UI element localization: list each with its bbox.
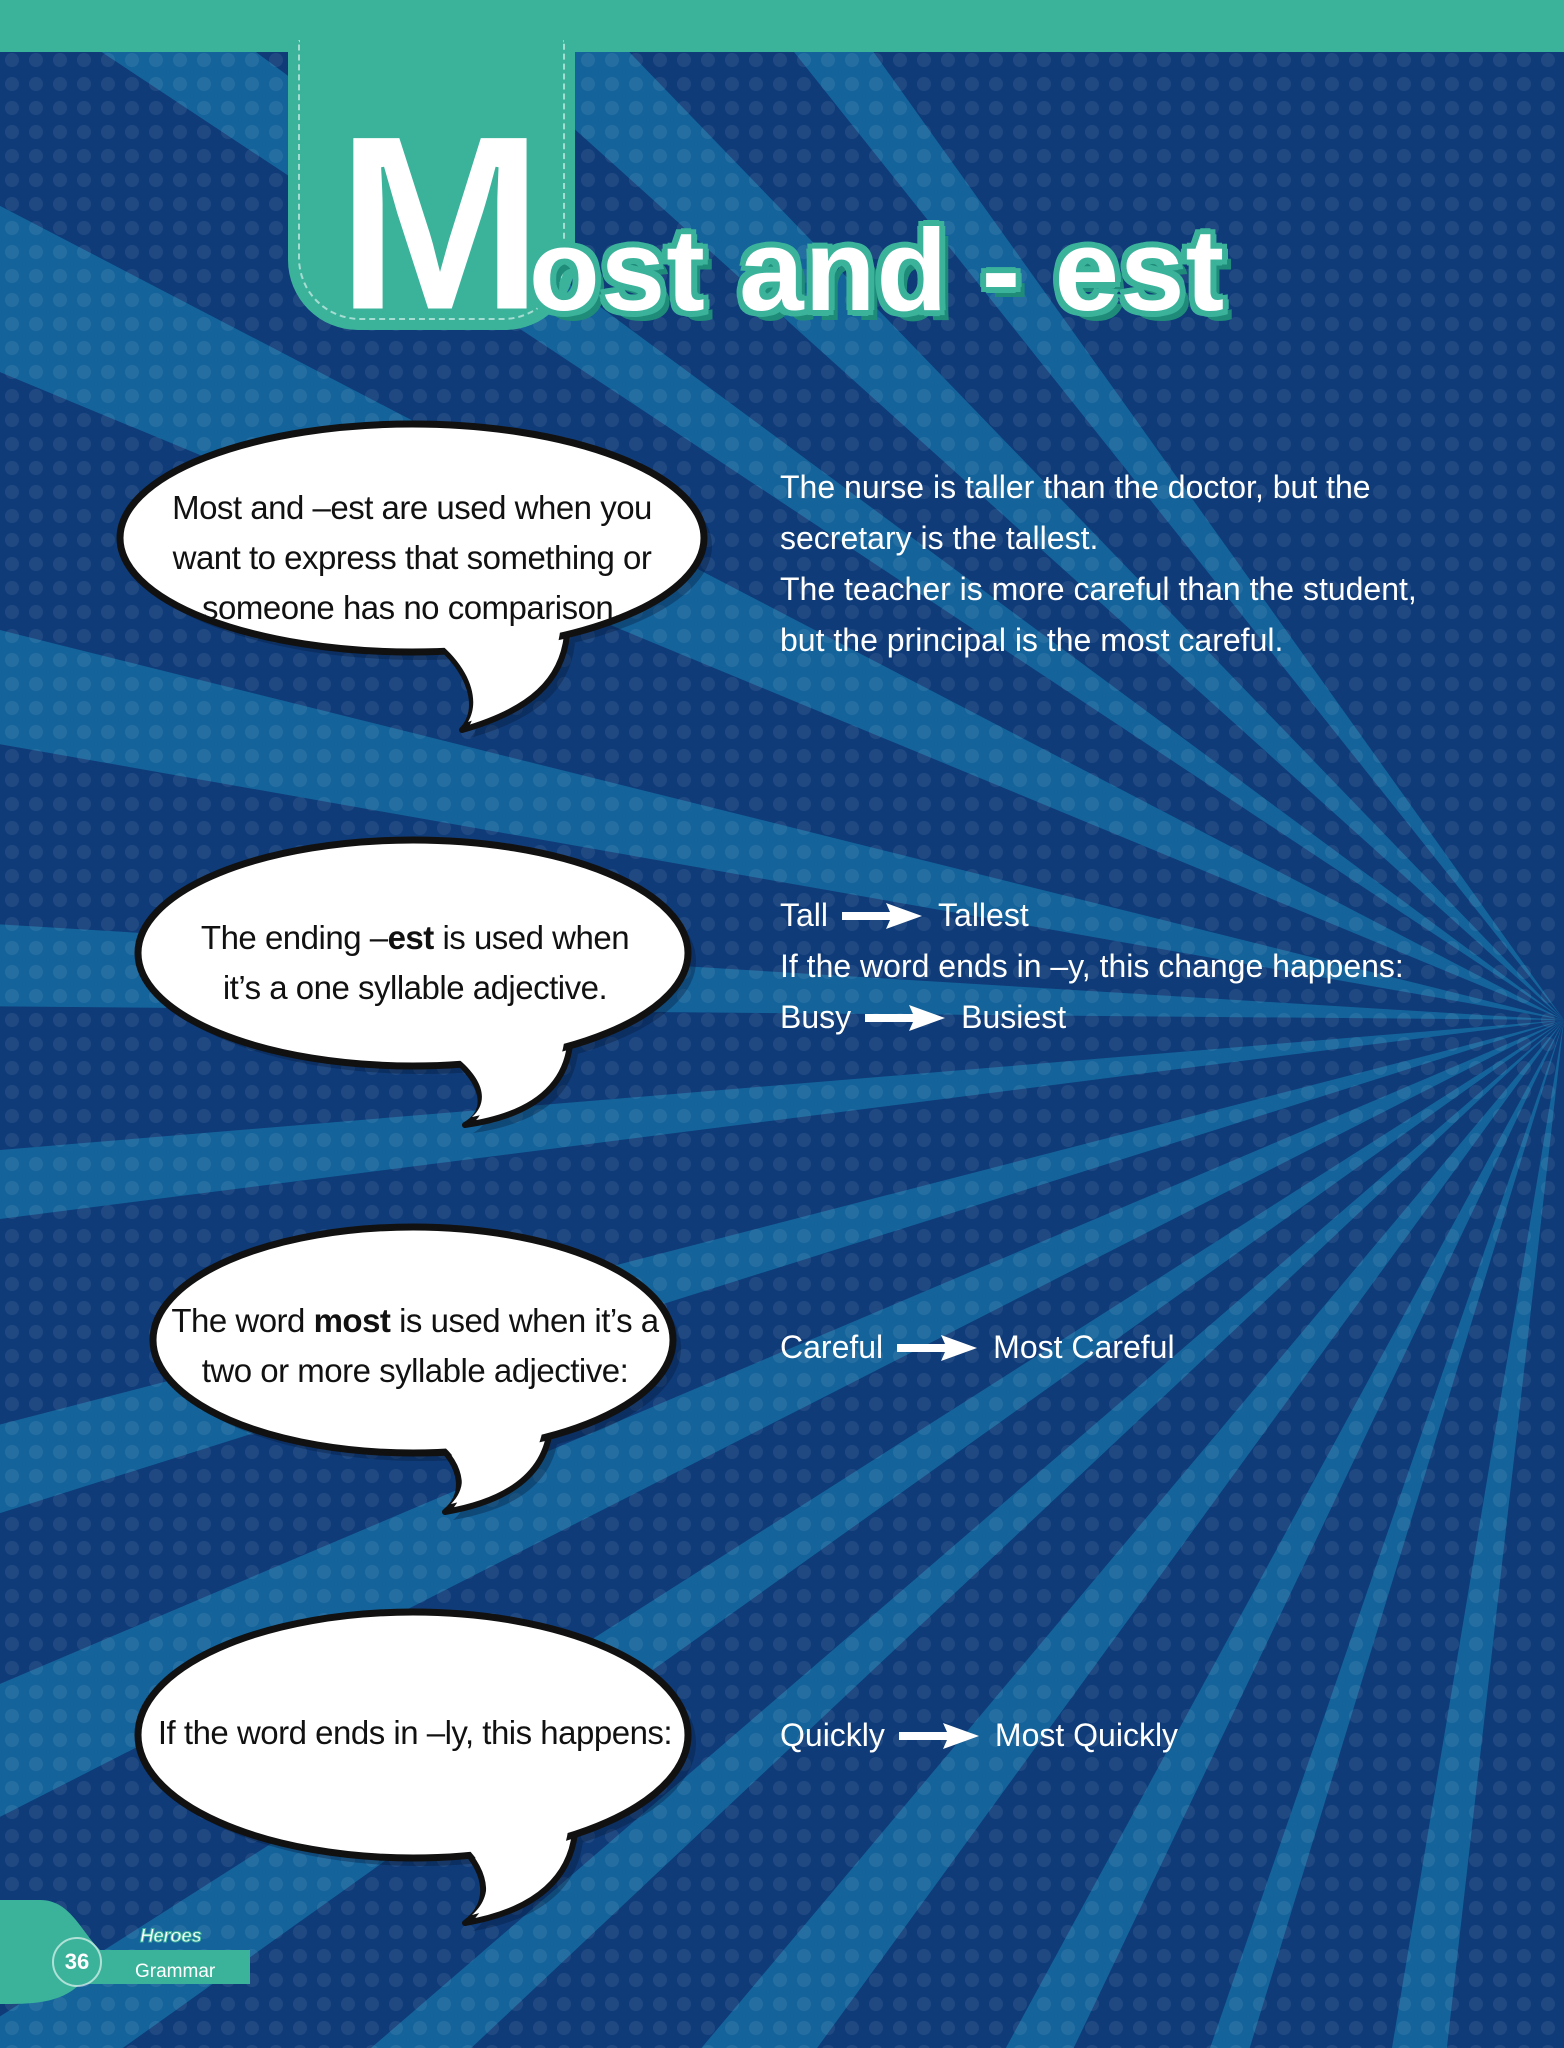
page-number: 36 xyxy=(64,1949,90,1974)
example-from: Tall xyxy=(780,897,829,933)
bubble-1-line-1: Most and –est are used when you xyxy=(172,489,652,526)
speech-bubble-3 xyxy=(145,1220,685,1520)
bubble-2-line-2: it’s a one syllable adjective. xyxy=(222,969,608,1006)
right-arrow-icon xyxy=(865,1005,945,1031)
right-arrow-icon xyxy=(897,1335,977,1361)
speech-bubble-2 xyxy=(130,835,700,1135)
example-to: Tallest xyxy=(938,897,1029,933)
bubble-3-text-before: The word xyxy=(171,1302,314,1339)
example-transform-row xyxy=(780,1710,1178,1761)
bubble-2-text-before: The ending – xyxy=(200,919,388,956)
rule-1-examples xyxy=(780,462,1417,666)
right-arrow-icon xyxy=(899,1723,979,1749)
top-accent-bar xyxy=(0,0,1564,52)
bubble-1-line-3: someone has no comparison. xyxy=(202,589,622,626)
speech-bubble-shape xyxy=(130,1605,700,1935)
example-from: Careful xyxy=(780,1329,884,1365)
example-line: If the word ends in –y, this change happens: xyxy=(780,948,1404,984)
page-number-tab xyxy=(0,1900,250,2004)
example-transform-row xyxy=(780,1322,1175,1373)
example-from: Quickly xyxy=(780,1717,885,1753)
series-logo-text: Heroes xyxy=(140,1926,202,1947)
rule-3-examples xyxy=(780,1322,1175,1373)
bubble-3-bold-term: most xyxy=(313,1302,391,1339)
example-transform-row xyxy=(780,992,1404,1043)
right-arrow-icon xyxy=(842,903,922,929)
bubble-3-line-2: two or more syllable adjective: xyxy=(201,1352,629,1389)
bubble-4-line-1: If the word ends in –ly, this happens: xyxy=(157,1714,673,1751)
example-transform-row xyxy=(780,890,1404,941)
bubble-2-bold-term: est xyxy=(387,919,434,956)
section-name: Grammar xyxy=(135,1961,216,1982)
speech-bubble-1 xyxy=(112,420,712,740)
example-to: Most Careful xyxy=(993,1329,1175,1365)
example-line: but the principal is the most careful. xyxy=(780,622,1284,658)
example-from: Busy xyxy=(780,999,852,1035)
bubble-3-text-after: is used when it’s a xyxy=(390,1302,659,1339)
title-initial: M xyxy=(335,83,539,364)
example-line: secretary is the tallest. xyxy=(780,520,1099,556)
speech-bubble-4 xyxy=(130,1605,700,1935)
example-to: Most Quickly xyxy=(994,1717,1179,1753)
bubble-2-line-1 xyxy=(160,913,670,963)
example-to: Busiest xyxy=(961,999,1067,1035)
bubble-1-line-2: want to express that something or xyxy=(172,539,652,576)
bubble-3-line-1 xyxy=(165,1296,665,1346)
bubble-2-text-after: is used when xyxy=(433,919,630,956)
example-line: The teacher is more careful than the student, xyxy=(780,571,1417,607)
title-rest: ost and - est xyxy=(528,205,1226,335)
rule-2-examples xyxy=(780,890,1404,1043)
example-line: The nurse is taller than the doctor, but the xyxy=(780,469,1371,505)
page-title xyxy=(335,83,1226,364)
rule-4-examples xyxy=(780,1710,1178,1761)
